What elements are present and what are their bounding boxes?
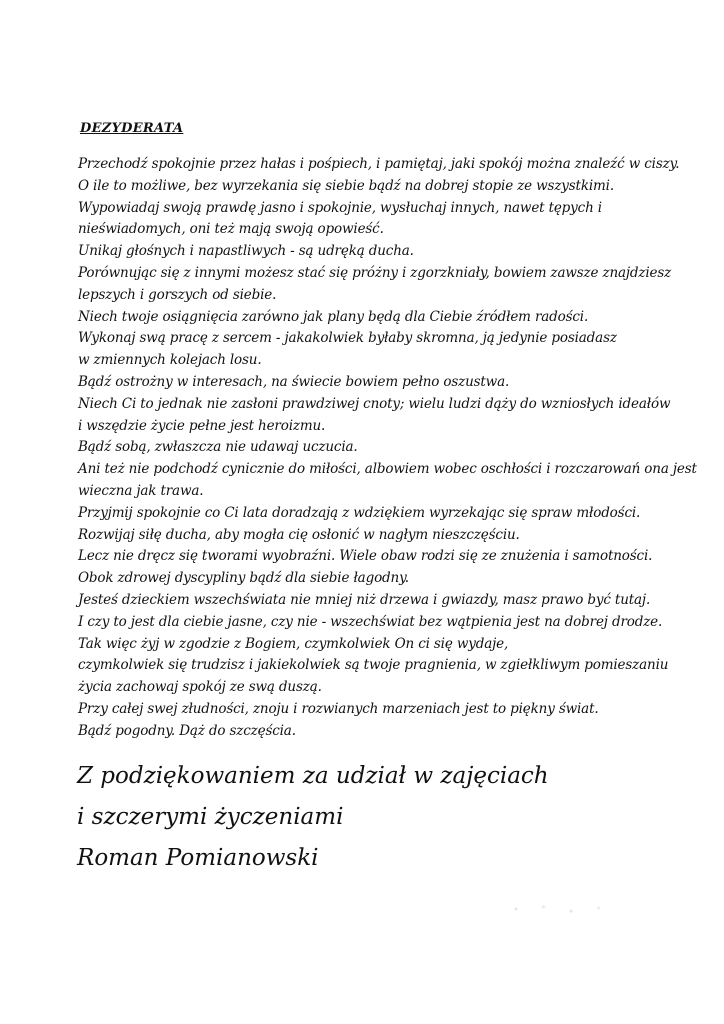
poem-line: lepszych i gorszych od siebie. [78, 286, 277, 303]
poem-line: Unikaj głośnych i napastliwych - są udręką ducha. [78, 243, 414, 260]
poem-line: Bądź pogodny. Dąż do szczęścia. [78, 722, 296, 739]
poem-line: czymkolwiek się trudzisz i jakiekolwiek są twoje pragnienia, w zgiełkliwym pomieszaniu [78, 657, 669, 674]
poem-line: Porównując się z innymi możesz stać się próżny i zgorzkniały, bowiem zawsze znajdziesz [78, 264, 672, 281]
scan-smudge [505, 898, 615, 920]
poem-line: Przechodź spokojnie przez hałas i pośpiech, i pamiętaj, jaki spokój można znaleźć w ciszy. [78, 156, 680, 172]
poem-line: Tak więc żyj w zgodzie z Bogiem, czymkolwiek On ci się wydaje, [78, 635, 509, 652]
closing-dedication [77, 756, 549, 879]
poem-line: Jesteś dzieckiem wszechświata nie mniej niż drzewa i gwiazdy, masz prawo być tutaj. [78, 591, 651, 608]
closing-line: i szczerymi życzeniami [77, 804, 344, 830]
poem-line: i wszędzie życie pełne jest heroizmu. [78, 417, 326, 434]
poem-line: Przyjmij spokojnie co Ci lata doradzają z wdziękiem wyrzekając się spraw młodości. [78, 504, 641, 521]
poem-line: Lecz nie dręcz się tworami wyobraźni. Wiele obaw rodzi się ze znużenia i samotności. [78, 548, 653, 565]
poem-line: Ani też nie podchodź cynicznie do miłości, albowiem wobec oschłości i rozczarowań ona jest [78, 461, 697, 478]
poem-line: Bądź ostrożny w interesach, na świecie bowiem pełno oszustwa. [78, 373, 510, 390]
poem-line: Bądź sobą, zwłaszcza nie udawaj uczucia. [78, 439, 358, 456]
poem-line: Obok zdrowej dyscypliny bądź dla siebie łagodny. [78, 570, 409, 587]
poem-line: wieczna jak trawa. [78, 482, 204, 499]
poem-line: O ile to możliwe, bez wyrzekania się siebie bądź na dobrej stopie ze wszystkimi. [78, 177, 614, 194]
poem-line: Wykonaj swą pracę z sercem - jakakolwiek byłaby skromna, ją jedynie posiadasz [78, 330, 617, 347]
poem-line: Wypowiadaj swoją prawdę jasno i spokojnie, wysłuchaj innych, nawet tępych i [78, 199, 602, 216]
poem-line: nieświadomych, oni też mają swoją opowieść. [78, 221, 384, 238]
poem-line: w zmiennych kolejach losu. [78, 352, 262, 369]
closing-line: Z podziękowaniem za udział w zajęciach [77, 763, 549, 789]
poem-line: Przy całej swej złudności, znoju i rozwianych marzeniach jest to piękny świat. [78, 700, 599, 717]
signature-name: Roman Pomianowski [77, 845, 319, 871]
poem-line: życia zachowaj spokój ze swą duszą. [78, 679, 322, 696]
poem-line: Rozwijaj siłę ducha, aby mogła cię osłonić w nagłym nieszczęściu. [78, 526, 520, 543]
poem-text [78, 154, 697, 743]
document-title: DEZYDERATA [80, 121, 184, 136]
poem-line: Niech Ci to jednak nie zasłoni prawdziwej cnoty; wielu ludzi dąży do wzniosłych ideałów [78, 395, 671, 412]
poem-line: I czy to jest dla ciebie jasne, czy nie - wszechświat bez wątpienia jest na dobrej drodze. [78, 613, 663, 630]
poem-line: Niech twoje osiągnięcia zarówno jak plany będą dla Ciebie źródłem radości. [78, 308, 589, 325]
